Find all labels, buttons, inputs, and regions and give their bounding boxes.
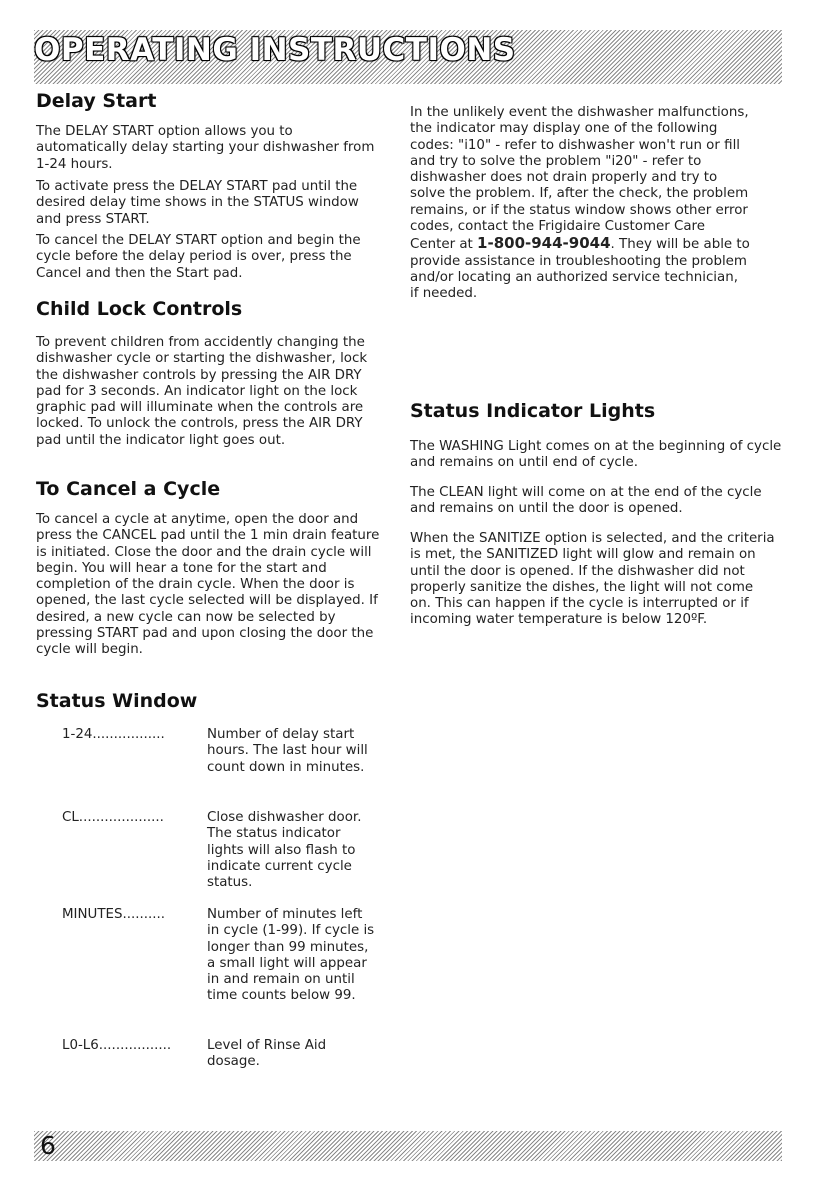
delay-start-heading: Delay Start	[36, 90, 157, 112]
status-code: CL....................	[62, 810, 164, 825]
status-description: Number of delay start hours. The last hour will count down in minutes.	[207, 727, 368, 775]
malfunction-paragraph	[410, 105, 750, 303]
malfunction-text-end: . They will be able to provide assistance in troubleshooting the problem and/or locating an authorized service technician, if needed.	[410, 237, 750, 302]
malfunction-text: In the unlikely event the dishwasher malfunctions, the indicator may display one of the following codes: "i10" - refer to dishwasher won't run or fill and try to solve the problem "i20" - refer to dishwasher does not drain properly and try to solve the problem. If, after the check, the problem remains, or if the status window shows other error codes, contact the Frigidaire Customer Care Center at	[410, 105, 749, 253]
status-lights-paragraph-3: When the SANITIZE option is selected, and the criteria is met, the SANITIZED light will glow and remain on until the door is opened. If the dishwasher did not properly sanitize the dishes, the light will not come on. This can happen if the cycle is interrupted or if incoming water temperature is below 120ºF.	[410, 531, 775, 628]
status-description: Close dishwasher door. The status indicator lights will also flash to indicate current cycle status.	[207, 810, 362, 891]
cancel-cycle-heading: To Cancel a Cycle	[36, 478, 221, 500]
status-description: Level of Rinse Aid dosage.	[207, 1038, 327, 1070]
status-description: Number of minutes left in cycle (1-99). If cycle is longer than 99 minutes, a small light will appear in and remain on until time counts below 99.	[207, 907, 375, 1004]
status-lights-paragraph-2: The CLEAN light will come on at the end of the cycle and remains on until the door is opened.	[410, 485, 762, 517]
page-number: 6	[40, 1131, 56, 1160]
delay-start-paragraph-1: The DELAY START option allows you to automatically delay starting your dishwasher from 1-24 hours.	[36, 124, 375, 172]
status-code: MINUTES..........	[62, 907, 166, 922]
delay-start-paragraph-3: To cancel the DELAY START option and begin the cycle before the delay period is over, press the Cancel and then the Start pad.	[36, 233, 361, 281]
cancel-cycle-paragraph: To cancel a cycle at anytime, open the door and press the CANCEL pad until the 1 min drain feature is initiated. Close the door and the drain cycle will begin. You will hear a tone for the start and completion of the drain cycle. When the door is opened, the last cycle selected will be displayed. If desired, a new cycle can now be selected by pressing START pad and upon closing the door the cycle will begin.	[36, 512, 380, 658]
status-code: L0-L6.................	[62, 1038, 172, 1053]
status-lights-heading: Status Indicator Lights	[410, 400, 656, 422]
child-lock-heading: Child Lock Controls	[36, 298, 243, 320]
child-lock-paragraph: To prevent children from accidently changing the dishwasher cycle or starting the dishwasher, lock the dishwasher controls by pressing the AIR DRY pad for 3 seconds. An indicator light on the lock graphic pad will illuminate when the controls are locked. To unlock the controls, press the AIR DRY pad until the indicator light goes out.	[36, 335, 368, 448]
header-banner	[34, 30, 782, 84]
status-lights-paragraph-1: The WASHING Light comes on at the beginning of cycle and remains on until end of cycle.	[410, 439, 782, 471]
footer-band	[34, 1131, 782, 1161]
page-title: OPERATING INSTRUCTIONS	[34, 32, 516, 68]
status-window-heading: Status Window	[36, 690, 198, 712]
status-code: 1-24.................	[62, 727, 165, 742]
delay-start-paragraph-2: To activate press the DELAY START pad until the desired delay time shows in the STATUS window and press START.	[36, 179, 359, 227]
customer-care-phone: 1-800-944-9044	[477, 234, 611, 253]
